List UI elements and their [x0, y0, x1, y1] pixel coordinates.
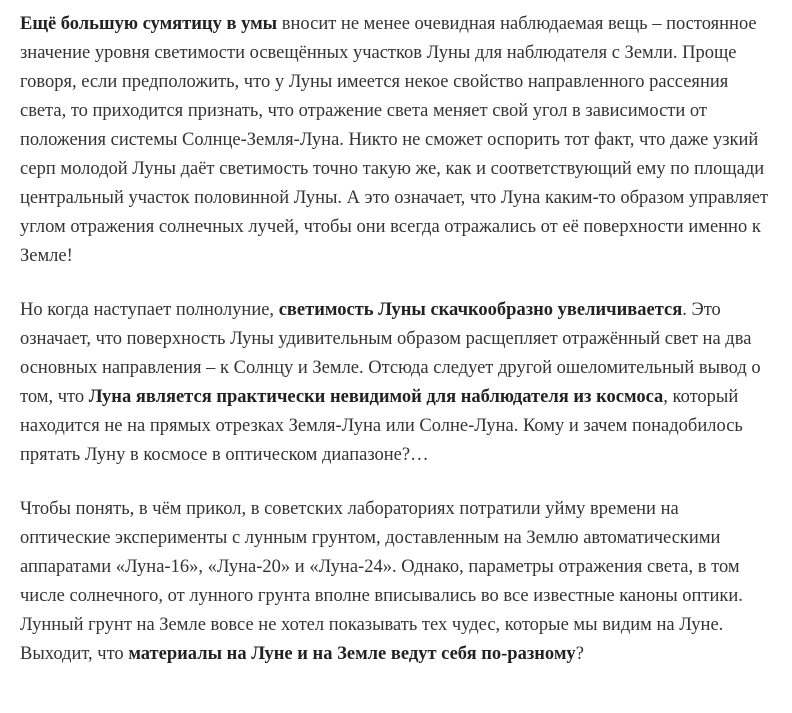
paragraph-2	[20, 296, 772, 470]
paragraph-text: вносит не менее очевидная наблюдаемая вещь – постоянное значение уровня светимости освещённых участков Луны для наблюдателя с Земли. Проще говоря, если предположить, что у Луны имеется некое свойство направленного рассеяния света, то приходится признать, что отражение света меняет свой угол в зависимости от положения системы Солнце-Земля-Луна. Никто не сможет оспорить тот факт, что даже узкий серп молодой Луны даёт светимость точно такую же, как и соответствующий ему по площади центральный участок половинной Луны. А это означает, что Луна каким-то образом управляет углом отражения солнечных лучей, чтобы они всегда отражались от её поверхности именно к Земле!	[20, 14, 769, 266]
bold-phrase: Ещё большую сумятицу в умы	[20, 14, 278, 34]
paragraph-3	[20, 495, 772, 669]
bold-phrase: материалы на Луне и на Земле ведут себя по-разному	[128, 644, 576, 664]
bold-phrase: светимость Луны скачкообразно увеличивается	[278, 300, 683, 320]
paragraph-1	[20, 10, 772, 271]
paragraph-text: , который находится не на прямых отрезках Земля-Луна или Солне-Луна. Кому и зачем понадобилось прятать Луну в космосе в оптическом диапазоне?…	[20, 387, 743, 465]
paragraph-text: Чтобы понять, в чём прикол, в советских лабораториях потратили уйму времени на оптические эксперименты с лунным грунтом, доставленным на Землю автоматическими аппаратами «Луна-16», «Луна-20» и «Луна-24». Однако, параметры отражения света, в том числе солнечного, от лунного грунта вполне вписывались во все известные каноны оптики. Лунный грунт на Земле вовсе не хотел показывать тех чудес, которые мы видим на Луне. Выходит, что	[20, 499, 743, 664]
paragraph-text: Но когда наступает полнолуние,	[20, 300, 279, 320]
paragraph-text: . Это означает, что поверхность Луны удивительным образом расщепляет отражённый свет на два основных направления – к Солнцу и Земле. Отсюда следует другой ошеломительный вывод о том, что	[20, 300, 761, 407]
paragraph-text: ?	[575, 644, 584, 664]
bold-phrase: Луна является практически невидимой для наблюдателя из космоса	[88, 387, 664, 407]
